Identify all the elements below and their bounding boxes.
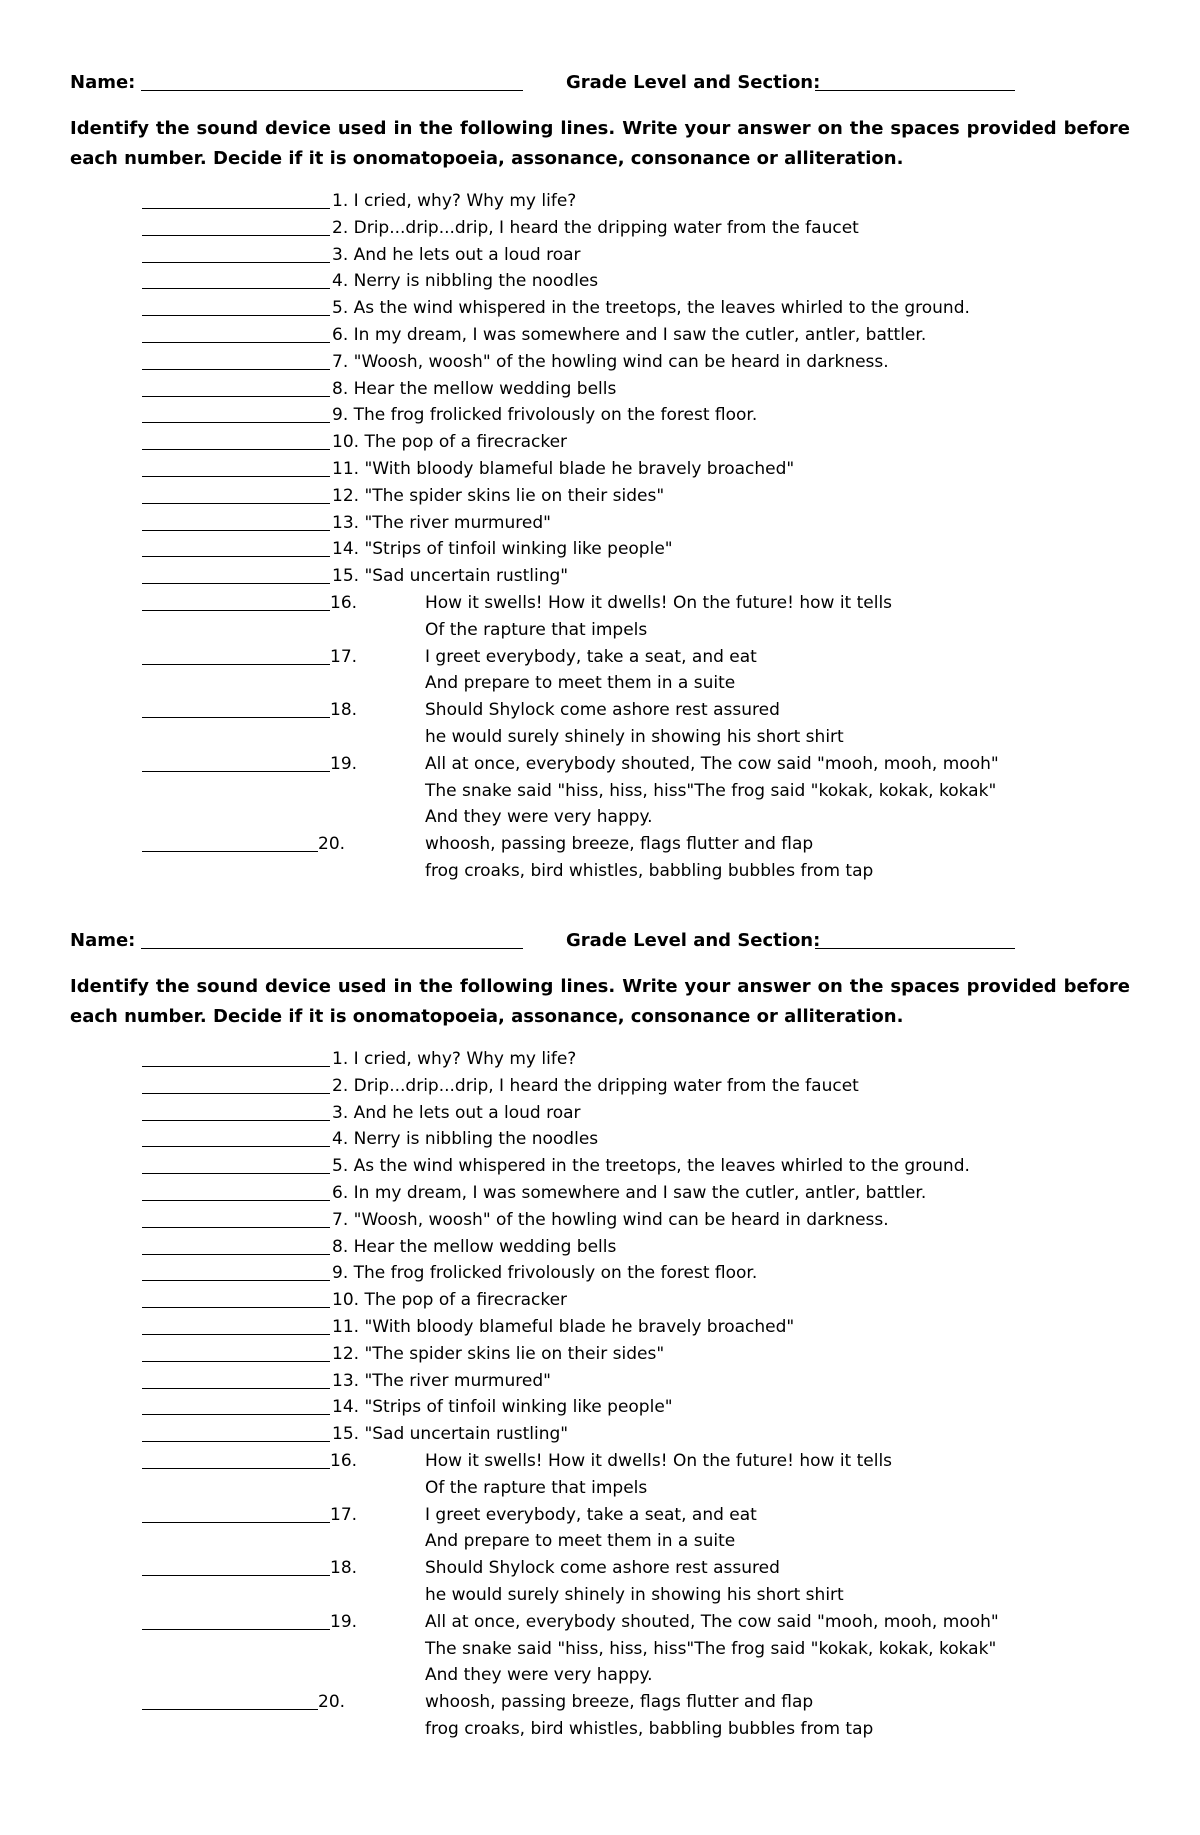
question-item <box>0 1207 1200 1234</box>
question-text: 14. "Strips of tinfoil winking like people" <box>332 1397 673 1418</box>
poem-continuation <box>0 617 1200 644</box>
item-number: 19. <box>330 1611 358 1632</box>
question-item <box>0 1126 1200 1153</box>
question-list <box>0 1046 1200 1743</box>
poem-item <box>0 1502 1200 1529</box>
answer-line <box>142 208 330 209</box>
item-number: 17. <box>330 646 358 667</box>
poem-item <box>0 1609 1200 1636</box>
question-text: 12. "The spider skins lie on their sides" <box>332 1343 665 1364</box>
poem-continuation <box>0 804 1200 831</box>
question-item <box>0 456 1200 483</box>
poem-item <box>0 644 1200 671</box>
question-item <box>0 402 1200 429</box>
question-item <box>0 322 1200 349</box>
instructions: Identify the sound device used in the following lines. Write your answer on the spaces provided before each number. Decide if it is onomatopoeia, assonance, consonance or alliteration. <box>70 976 1130 1027</box>
poem-line: All at once, everybody shouted, The cow said "mooh, mooh, mooh" <box>425 753 999 774</box>
poem-item <box>0 1555 1200 1582</box>
poem-line: All at once, everybody shouted, The cow said "mooh, mooh, mooh" <box>425 1611 999 1632</box>
poem-line: frog croaks, bird whistles, babbling bubbles from tap <box>425 1718 874 1739</box>
question-item <box>0 1100 1200 1127</box>
answer-line <box>142 1441 330 1442</box>
question-text: 7. "Woosh, woosh" of the howling wind can be heard in darkness. <box>332 1209 889 1230</box>
answer-line <box>142 530 330 531</box>
answer-line <box>142 1254 330 1255</box>
answer-line <box>142 1146 330 1147</box>
poem-continuation <box>0 778 1200 805</box>
student-info-header <box>70 928 1130 954</box>
question-text: 5. As the wind whispered in the treetops, the leaves whirled to the ground. <box>332 1156 970 1177</box>
poem-line: How it swells! How it dwells! On the future! how it tells <box>425 592 893 613</box>
answer-line <box>142 771 330 772</box>
answer-line <box>142 1200 330 1201</box>
poem-continuation <box>0 1475 1200 1502</box>
answer-line <box>142 235 330 236</box>
question-item <box>0 215 1200 242</box>
answer-line <box>142 396 330 397</box>
answer-line <box>142 851 318 852</box>
answer-line <box>142 583 330 584</box>
item-number: 18. <box>330 1558 358 1579</box>
poem-line: whoosh, passing breeze, flags flutter and flap <box>425 834 814 855</box>
poem-line: Of the rapture that impels <box>425 619 648 640</box>
answer-line <box>142 369 330 370</box>
question-text: 8. Hear the mellow wedding bells <box>332 1236 617 1257</box>
question-text: 1. I cried, why? Why my life? <box>332 191 577 211</box>
answer-line <box>142 288 330 289</box>
poem-line: Should Shylock come ashore rest assured <box>425 1558 780 1579</box>
question-text: 4. Nerry is nibbling the noodles <box>332 271 599 292</box>
item-number: 18. <box>330 700 358 721</box>
answer-line <box>142 1709 318 1710</box>
poem-line: And prepare to meet them in a suite <box>425 1531 736 1552</box>
item-number: 20. <box>318 1692 346 1713</box>
item-number: 19. <box>330 753 358 774</box>
question-item <box>0 1046 1200 1073</box>
name-label: Name: <box>70 72 136 93</box>
answer-line <box>142 262 330 263</box>
question-text: 12. "The spider skins lie on their sides" <box>332 485 665 506</box>
question-item <box>0 1260 1200 1287</box>
answer-line <box>142 1120 330 1121</box>
item-number: 16. <box>330 1450 358 1471</box>
question-item <box>0 536 1200 563</box>
question-text: 15. "Sad uncertain rustling" <box>332 1424 569 1445</box>
poem-continuation <box>0 1582 1200 1609</box>
poem-line: whoosh, passing breeze, flags flutter and flap <box>425 1692 814 1713</box>
answer-line <box>142 315 330 316</box>
poem-line: he would surely shinely in showing his short shirt <box>425 726 844 747</box>
question-text: 9. The frog frolicked frivolously on the forest floor. <box>332 1263 758 1284</box>
instructions: Identify the sound device used in the following lines. Write your answer on the spaces provided before each number. Decide if it is onomatopoeia, assonance, consonance or alliteration. <box>70 118 1130 169</box>
answer-line <box>142 1093 330 1094</box>
question-text: 3. And he lets out a loud roar <box>332 244 581 265</box>
poem-line: And they were very happy. <box>425 1665 653 1686</box>
answer-line <box>142 1388 330 1389</box>
item-number: 20. <box>318 834 346 855</box>
poem-item <box>0 751 1200 778</box>
grade-section-answer-line <box>815 948 1015 949</box>
grade-section-answer-line <box>815 90 1015 91</box>
question-text: 8. Hear the mellow wedding bells <box>332 378 617 399</box>
question-item <box>0 1153 1200 1180</box>
poem-item <box>0 831 1200 858</box>
answer-line <box>142 1414 330 1415</box>
poem-line: he would surely shinely in showing his short shirt <box>425 1584 844 1605</box>
answer-line <box>142 1066 330 1067</box>
answer-line <box>142 664 330 665</box>
answer-line <box>142 1227 330 1228</box>
answer-line <box>142 1575 330 1576</box>
poem-line: frog croaks, bird whistles, babbling bubbles from tap <box>425 860 874 881</box>
poem-line: The snake said "hiss, hiss, hiss"The frog said "kokak, kokak, kokak" <box>425 780 997 801</box>
question-text: 9. The frog frolicked frivolously on the forest floor. <box>332 405 758 426</box>
poem-item <box>0 1448 1200 1475</box>
name-answer-line <box>141 948 523 949</box>
answer-line <box>142 1468 330 1469</box>
poem-item <box>0 590 1200 617</box>
question-item <box>0 1180 1200 1207</box>
answer-line <box>142 717 330 718</box>
question-list <box>0 188 1200 885</box>
answer-line <box>142 503 330 504</box>
question-text: 4. Nerry is nibbling the noodles <box>332 1129 599 1150</box>
answer-line <box>142 449 330 450</box>
question-item <box>0 1368 1200 1395</box>
poem-line: Should Shylock come ashore rest assured <box>425 700 780 721</box>
poem-continuation <box>0 858 1200 885</box>
question-item <box>0 483 1200 510</box>
answer-line <box>142 1629 330 1630</box>
answer-line <box>142 1522 330 1523</box>
question-item <box>0 429 1200 456</box>
answer-line <box>142 1307 330 1308</box>
question-item <box>0 1234 1200 1261</box>
question-item <box>0 1287 1200 1314</box>
name-answer-line <box>141 90 523 91</box>
poem-line: And they were very happy. <box>425 807 653 828</box>
question-text: 7. "Woosh, woosh" of the howling wind can be heard in darkness. <box>332 351 889 372</box>
question-item <box>0 1314 1200 1341</box>
name-label: Name: <box>70 930 136 951</box>
question-item <box>0 349 1200 376</box>
question-text: 14. "Strips of tinfoil winking like people" <box>332 539 673 560</box>
item-number: 17. <box>330 1504 358 1525</box>
poem-line: Of the rapture that impels <box>425 1477 648 1498</box>
grade-section-label: Grade Level and Section: <box>566 930 821 951</box>
poem-continuation <box>0 670 1200 697</box>
question-item <box>0 242 1200 269</box>
student-info-header <box>70 70 1130 96</box>
poem-continuation <box>0 1716 1200 1743</box>
question-text: 13. "The river murmured" <box>332 1370 551 1391</box>
poem-line: How it swells! How it dwells! On the future! how it tells <box>425 1450 893 1471</box>
question-text: 3. And he lets out a loud roar <box>332 1102 581 1123</box>
item-number: 16. <box>330 592 358 613</box>
question-item <box>0 1341 1200 1368</box>
question-text: 15. "Sad uncertain rustling" <box>332 566 569 587</box>
question-item <box>0 376 1200 403</box>
question-item <box>0 1421 1200 1448</box>
question-item <box>0 563 1200 590</box>
answer-line <box>142 342 330 343</box>
answer-line <box>142 610 330 611</box>
question-text: 11. "With bloody blameful blade he bravely broached" <box>332 458 795 479</box>
answer-line <box>142 1361 330 1362</box>
question-text: 13. "The river murmured" <box>332 512 551 533</box>
question-text: 10. The pop of a firecracker <box>332 1290 568 1311</box>
answer-line <box>142 422 330 423</box>
poem-line: And prepare to meet them in a suite <box>425 673 736 694</box>
answer-line <box>142 476 330 477</box>
answer-line <box>142 556 330 557</box>
poem-line: I greet everybody, take a seat, and eat <box>425 1504 757 1525</box>
grade-section-label: Grade Level and Section: <box>566 72 821 93</box>
question-item <box>0 268 1200 295</box>
question-item <box>0 1394 1200 1421</box>
poem-item <box>0 697 1200 724</box>
question-text: 10. The pop of a firecracker <box>332 432 568 453</box>
question-text: 5. As the wind whispered in the treetops, the leaves whirled to the ground. <box>332 298 970 319</box>
answer-line <box>142 1334 330 1335</box>
poem-continuation <box>0 1662 1200 1689</box>
question-text: 11. "With bloody blameful blade he bravely broached" <box>332 1316 795 1337</box>
answer-line <box>142 1280 330 1281</box>
poem-line: The snake said "hiss, hiss, hiss"The frog said "kokak, kokak, kokak" <box>425 1638 997 1659</box>
answer-line <box>142 1173 330 1174</box>
question-item <box>0 510 1200 537</box>
question-item <box>0 188 1200 215</box>
question-item <box>0 1073 1200 1100</box>
poem-continuation <box>0 1528 1200 1555</box>
poem-continuation <box>0 1636 1200 1663</box>
question-text: 2. Drip...drip...drip, I heard the dripping water from the faucet <box>332 1075 859 1096</box>
question-text: 1. I cried, why? Why my life? <box>332 1049 577 1069</box>
question-text: 6. In my dream, I was somewhere and I saw the cutler, antler, battler. <box>332 1182 927 1203</box>
poem-continuation <box>0 724 1200 751</box>
question-item <box>0 295 1200 322</box>
poem-line: I greet everybody, take a seat, and eat <box>425 646 757 667</box>
poem-item <box>0 1689 1200 1716</box>
question-text: 6. In my dream, I was somewhere and I saw the cutler, antler, battler. <box>332 324 927 345</box>
question-text: 2. Drip...drip...drip, I heard the dripping water from the faucet <box>332 217 859 238</box>
